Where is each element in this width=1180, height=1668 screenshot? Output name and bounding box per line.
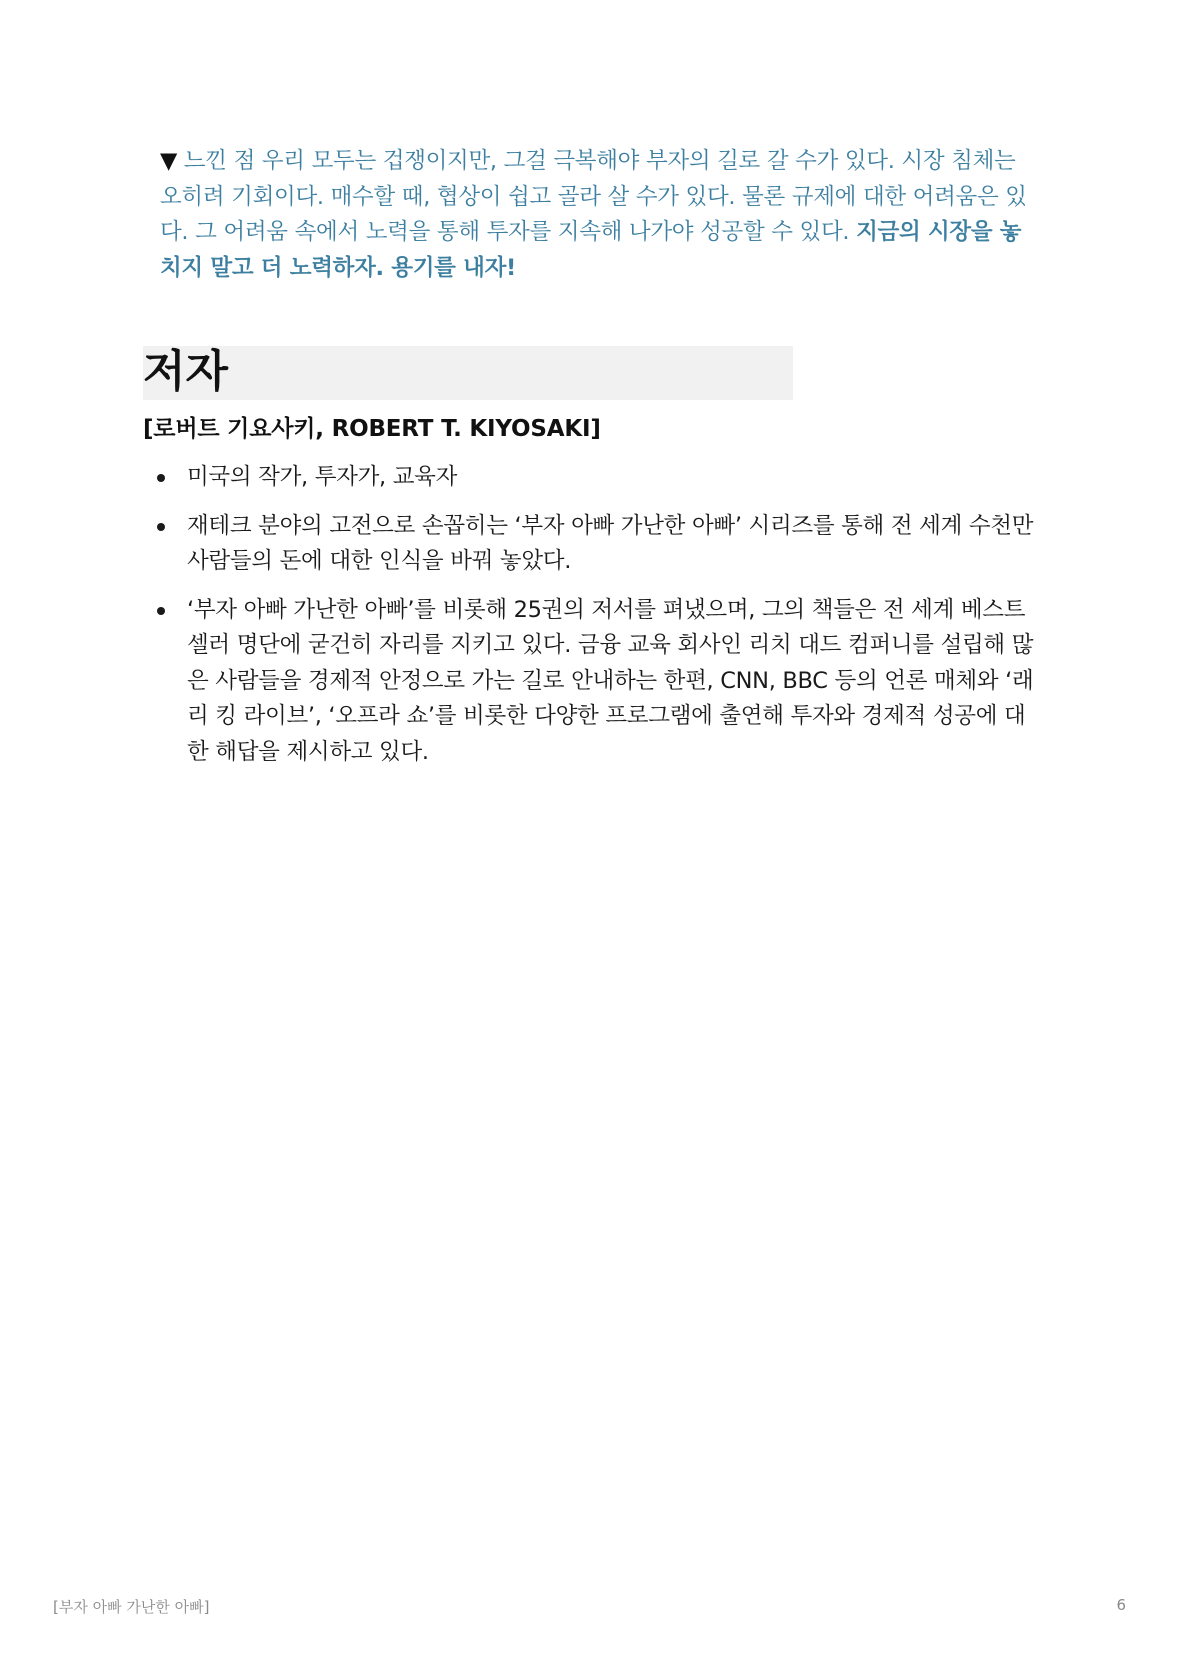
list-item-text: 재테크 분야의 고전으로 손꼽히는 ‘부자 아빠 가난한 아빠’ 시리즈를 통해 전 세계 수천만 사람들의 돈에 대한 인식을 바꿔 놓았다. xyxy=(187,512,1034,574)
bullet-icon xyxy=(157,474,165,482)
list-item-text: ‘부자 아빠 가난한 아빠’를 비롯해 25권의 저서를 펴냈으며, 그의 책들은 전 세계 베스트셀러 명단에 굳건히 자리를 지키고 있다. 금융 교육 회사인 리치 대드 컴퍼니를 설립해 많은 사람들을 경제적 안정으로 가는 길로 안내하는 한편, CNN, BBC 등의 언론 매체와 ‘래리 킹 라이브’, ‘오프라 쇼’를 비롯한 다양한 프로그램에 출연해 투자와 경제적 성공에 대한 해답을 제시하고 있다. xyxy=(187,596,1034,765)
list-item xyxy=(143,460,1043,496)
footer-book-title: [부자 아빠 가난한 아빠] xyxy=(53,1598,210,1616)
bullet-icon xyxy=(157,607,165,615)
bullet-icon xyxy=(157,523,165,531)
list-item xyxy=(143,509,1043,580)
reflection-text: 느낀 점 우리 모두는 겁쟁이지만, 그걸 극복해야 부자의 길로 갈 수가 있다. 시장 침체는 오히려 기회이다. 매수할 때, 협상이 쉽고 골라 살 수가 있다. 물론 규제에 대한 어려움은 있다. 그 어려움 속에서 노력을 통해 투자를 지속해 나가야 성공할 수 있다. xyxy=(160,148,1027,245)
author-name: [로버트 기요사키, ROBERT T. KIYOSAKI] xyxy=(143,416,601,442)
heading-highlight xyxy=(143,346,793,400)
triangle-marker-icon: ▼ xyxy=(160,148,178,174)
list-item xyxy=(143,593,1043,771)
reflection-bold-text: 지금의 시장을 놓치지 말고 더 노력하자. 용기를 내자! xyxy=(160,219,1022,281)
page-number: 6 xyxy=(1116,1596,1126,1614)
section-heading: 저자 xyxy=(143,346,229,397)
author-bullet-list xyxy=(143,460,1043,783)
reflection-paragraph xyxy=(160,144,1040,286)
list-item-text: 미국의 작가, 투자가, 교육자 xyxy=(187,464,458,490)
